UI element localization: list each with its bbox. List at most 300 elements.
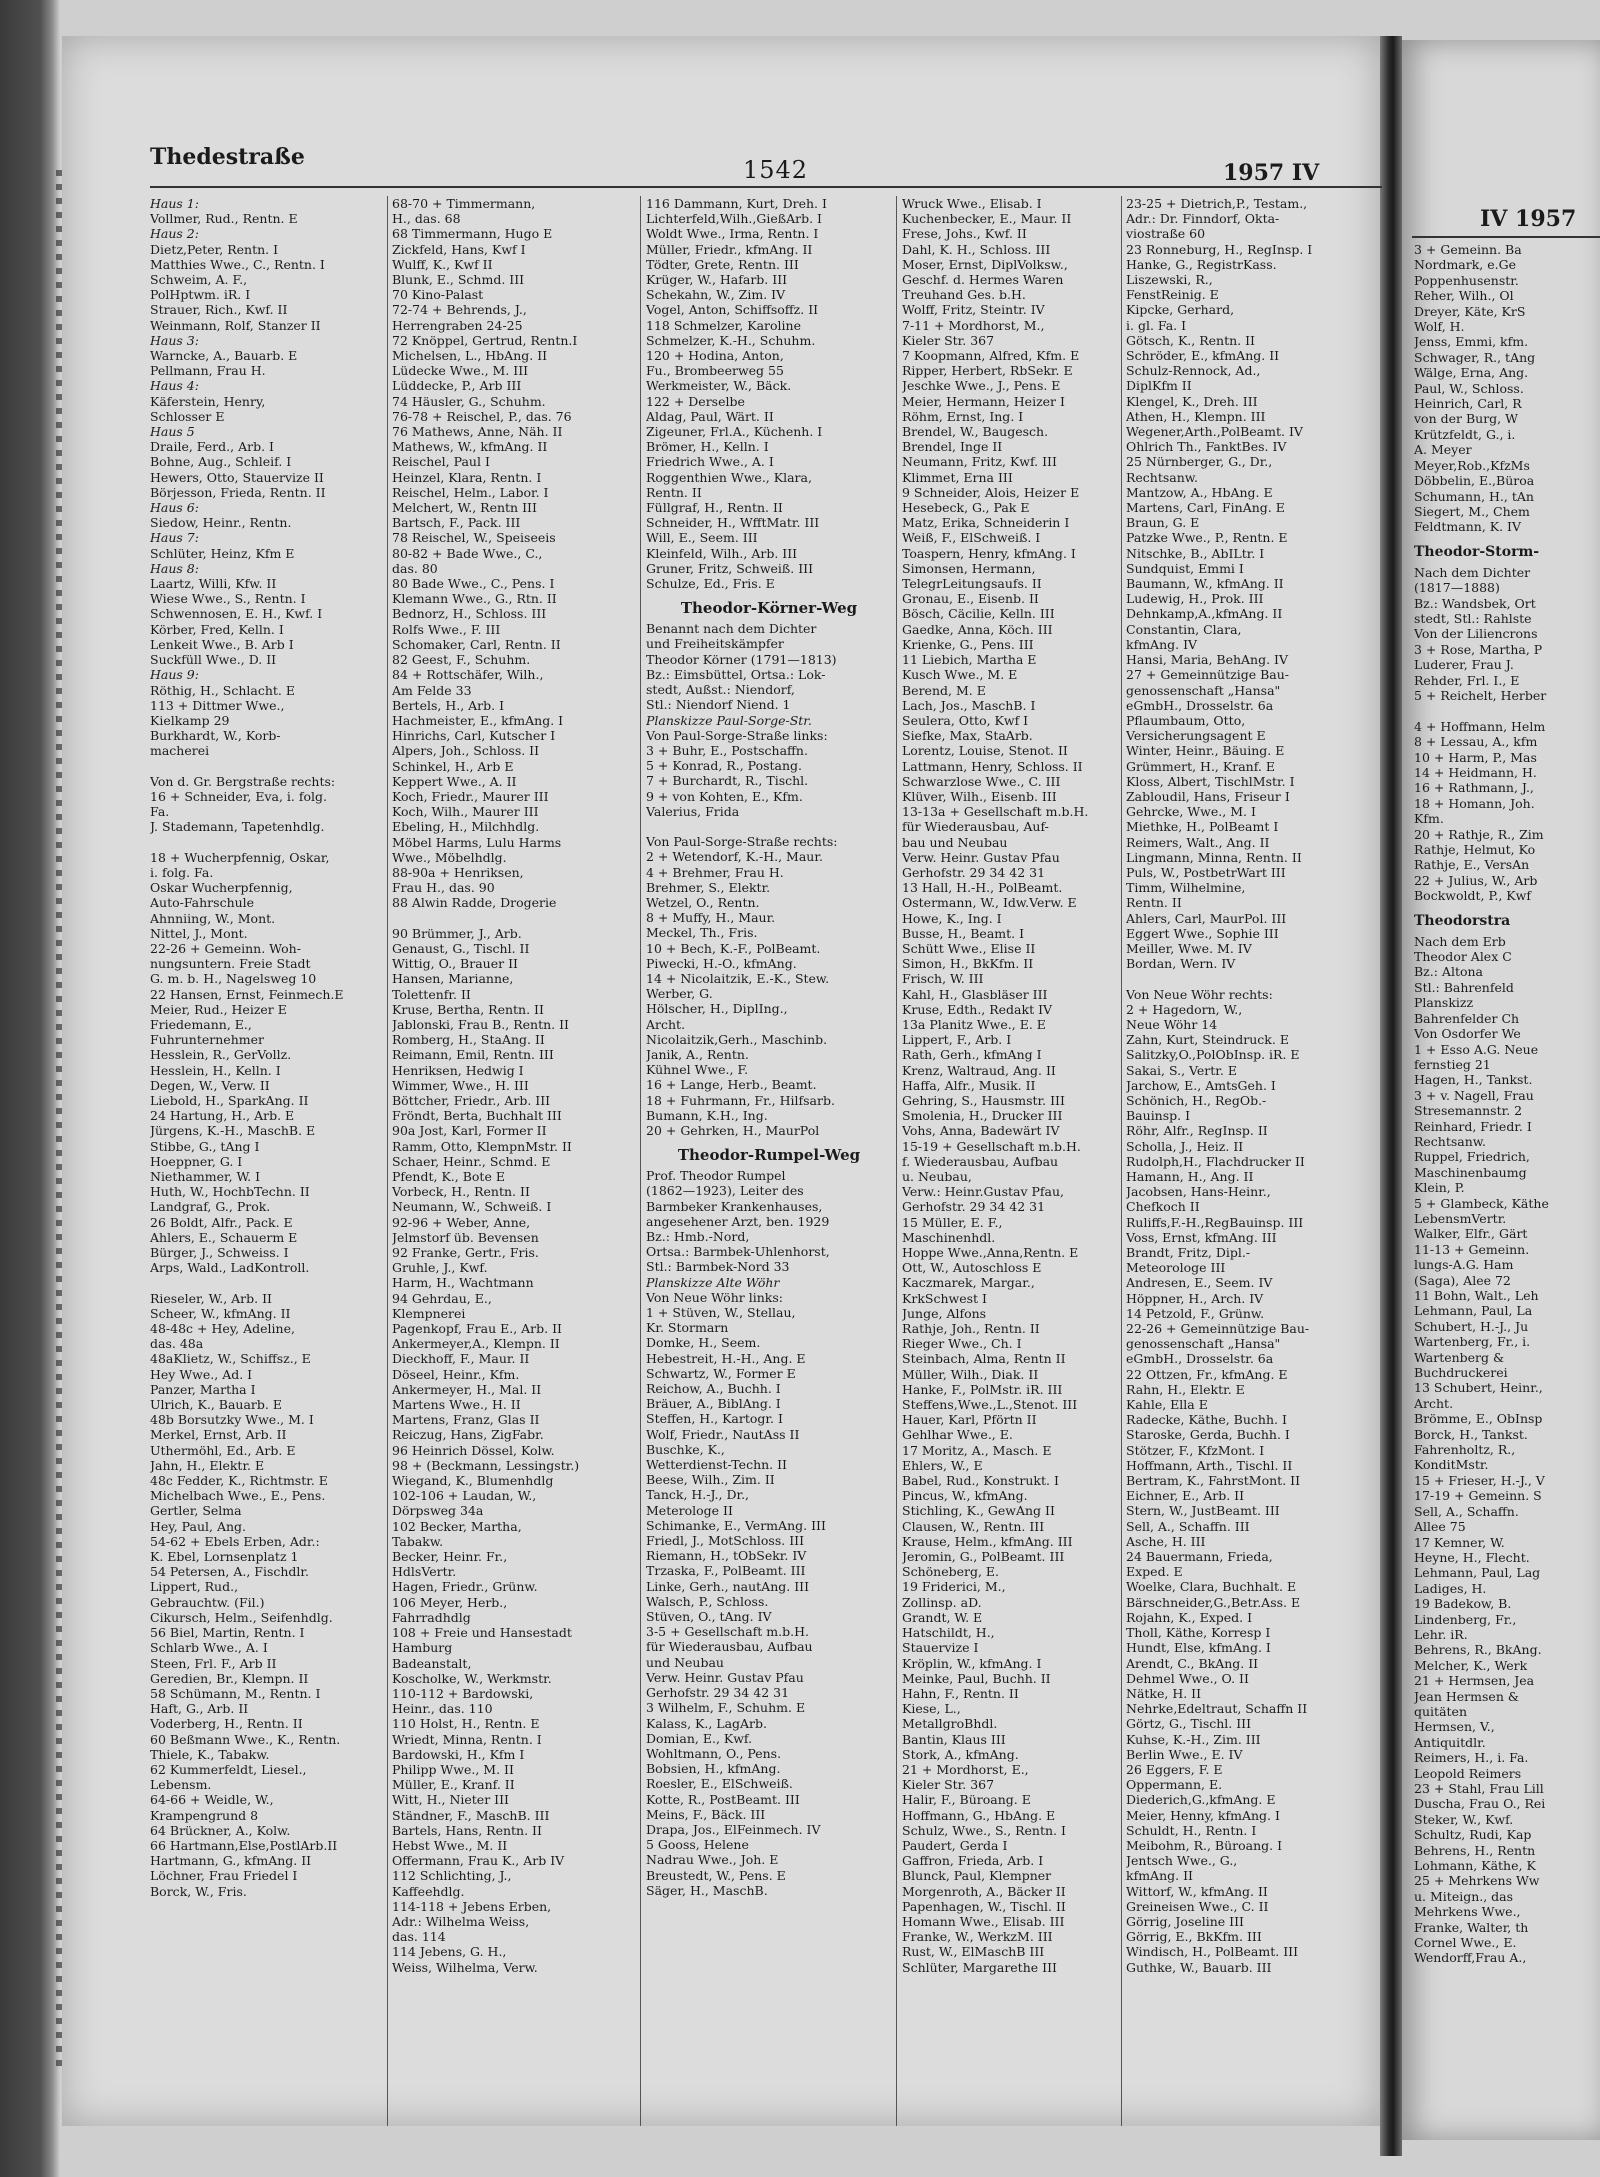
directory-entry: 18 + Fuhrmann, Fr., Hilfsarb.: [646, 1092, 835, 1108]
directory-entry: Tanck, H.-J., Dr.,: [646, 1487, 750, 1503]
right-page-year: IV 1957: [1480, 206, 1577, 232]
directory-entry: Stl.: Barmbek-Nord 33: [646, 1259, 790, 1275]
directory-entry: Kiese, L.,: [902, 1701, 961, 1717]
directory-entry: Friedemann, E.,: [150, 1016, 252, 1032]
directory-entry: Jacobsen, Hans-Heinr.,: [1126, 1184, 1271, 1200]
directory-entry: Jentsch Wwe., G.,: [1126, 1853, 1238, 1869]
directory-entry: Drapa, Jos., ElFeinmech. IV: [646, 1821, 821, 1837]
directory-entry: 92 Franke, Gertr., Fris.: [392, 1245, 539, 1261]
directory-entry: Suckfüll Wwe., D. II: [150, 652, 277, 668]
directory-entry: Hoeppner, G. I: [150, 1153, 243, 1169]
directory-entry: Simon, H., BkKfm. II: [902, 956, 1034, 972]
directory-entry: Stichling, K., GewAng II: [902, 1503, 1055, 1519]
directory-entry: 7 + Burchardt, R., Tischl.: [646, 773, 809, 789]
directory-entry: für Wiederausbau, Aufbau: [646, 1639, 813, 1655]
directory-entry: 113 + Dittmer Wwe.,: [150, 697, 285, 713]
directory-entry: 17 Moritz, A., Masch. E: [902, 1442, 1052, 1458]
directory-entry: 118 Schmelzer, Karoline: [646, 317, 801, 333]
directory-entry: Theodor Alex C: [1414, 949, 1512, 965]
directory-entry: 122 + Derselbe: [646, 393, 745, 409]
directory-entry: Nach dem Dichter: [1414, 564, 1531, 580]
directory-entry: 64-66 + Weidle, W.,: [150, 1792, 274, 1808]
directory-entry: Planskizz: [1414, 995, 1474, 1011]
directory-entry: Borck, H., Tankst.: [1414, 1426, 1528, 1442]
directory-entry: Wetzel, O., Rentn.: [646, 894, 760, 910]
directory-entry: Bz.: Altona: [1414, 964, 1484, 980]
directory-entry: Staroske, Gerda, Buchh. I: [1126, 1427, 1290, 1443]
directory-entry: quitäten: [1414, 1703, 1467, 1719]
directory-entry: Wetterdienst-Techn. II: [646, 1457, 787, 1473]
directory-entry: Schumann, H., tAn: [1414, 488, 1534, 504]
directory-entry: Eggert Wwe., Sophie III: [1126, 925, 1279, 941]
directory-entry: Matz, Erika, Schneiderin I: [902, 515, 1070, 531]
directory-entry: 22 Hansen, Ernst, Feinmech.E: [150, 986, 344, 1002]
directory-entry: Adr.: Dr. Finndorf, Okta-: [1126, 211, 1280, 227]
directory-entry: Simonsen, Hermann,: [902, 560, 1036, 576]
header-rule: [150, 186, 1382, 188]
directory-entry: Hamann, H., Ang. II: [1126, 1169, 1254, 1184]
directory-entry: Melchert, W., Rentn III: [392, 500, 537, 516]
directory-entry: Leopold Reimers: [1414, 1765, 1522, 1781]
directory-entry: Tabakw.: [392, 1533, 444, 1549]
directory-entry: Walsch, P., Schloss.: [646, 1593, 769, 1609]
directory-entry: Voss, Ernst, kfmAng. III: [1126, 1229, 1277, 1245]
directory-entry: 108 + Freie und Hansestadt: [392, 1625, 572, 1641]
directory-entry: 13 Hall, H.-H., PolBeamt.: [902, 880, 1063, 896]
directory-entry: Döseel, Heinr., Kfm.: [392, 1366, 520, 1382]
directory-entry: Frisch, W. III: [902, 971, 984, 987]
column-divider: [896, 196, 897, 2126]
directory-entry: 90a Jost, Karl, Former II: [392, 1123, 547, 1139]
directory-entry: Ostermann, W., Idw.Verw. E: [902, 895, 1077, 911]
directory-entry: Gerhofstr. 29 34 42 31: [646, 1685, 790, 1701]
directory-entry: 24 Bauermann, Frieda,: [1126, 1549, 1273, 1565]
directory-entry: 48b Borsutzky Wwe., M. I: [150, 1412, 314, 1428]
directory-entry: Prof. Theodor Rumpel: [646, 1168, 786, 1184]
directory-entry: 22-26 + Gemeinn. Woh-: [150, 940, 301, 956]
directory-entry: Lindenberg, Fr.,: [1414, 1611, 1517, 1627]
directory-entry: Ladiges, H.: [1414, 1580, 1487, 1596]
directory-entry: DiplKfm II: [1126, 378, 1192, 394]
directory-entry: Thiele, K., Tabakw.: [150, 1746, 270, 1762]
directory-entry: Bräuer, A., BiblAng. I: [646, 1396, 781, 1412]
directory-entry: Blunck, Paul, Klempner: [902, 1868, 1052, 1884]
directory-entry: Chefkoch II: [1126, 1199, 1200, 1215]
directory-entry: Röhm, Ernst, Ing. I: [902, 408, 1024, 424]
directory-entry: Gehlhar Wwe., E.: [902, 1427, 1013, 1443]
directory-entry: Jablonski, Frau B., Rentn. II: [392, 1016, 569, 1032]
directory-entry: Klengel, K., Dreh. III: [1126, 393, 1258, 409]
directory-entry: 26 Boldt, Alfr., Pack. E: [150, 1214, 293, 1230]
directory-entry: Jenss, Emmi, kfm.: [1414, 334, 1529, 350]
directory-entry: Schwennosen, E. H., Kwf. I: [150, 606, 323, 622]
directory-entry: Maschinenhdl.: [902, 1229, 996, 1245]
directory-entry: Sakai, S., Vertr. E: [1126, 1062, 1237, 1078]
column-divider: [640, 196, 641, 2126]
directory-entry: Strauer, Rich., Kwf. II: [150, 302, 288, 318]
directory-entry: Hansi, Maria, BehAng. IV: [1126, 652, 1289, 668]
directory-entry: 20 + Gehrken, H., MaurPol: [646, 1122, 820, 1138]
directory-entry: Kuhse, K.-H., Zim. III: [1126, 1731, 1261, 1747]
directory-entry: Röhr, Alfr., RegInsp. II: [1126, 1123, 1268, 1139]
directory-entry: Koch, Friedr., Maurer III: [392, 788, 549, 804]
directory-entry: 82 Geest, F., Schuhm.: [392, 652, 531, 668]
directory-entry: Schröder, E., kfmAng. II: [1126, 348, 1280, 364]
directory-entry: J. Stademann, Tapetenhdlg.: [150, 819, 325, 835]
directory-entry: Duscha, Frau O., Rei: [1414, 1796, 1546, 1812]
directory-entry: Mehrkens Wwe.,: [1414, 1904, 1521, 1920]
directory-entry: Weiß, F., ElSchweiß. I: [902, 530, 1041, 546]
directory-entry: Stibbe, G., tAng I: [150, 1138, 260, 1154]
directory-entry: Behrens, R., BkAng.: [1414, 1642, 1542, 1658]
year-label: 1957 IV: [1223, 160, 1320, 186]
directory-entry: 114 Jebens, G. H.,: [392, 1944, 507, 1960]
directory-entry: Haffa, Alfr., Musik. II: [902, 1077, 1036, 1093]
directory-entry: Tolettenfr. II: [392, 986, 471, 1002]
directory-entry: Heyne, H., Flecht.: [1414, 1549, 1530, 1565]
directory-entry: Görrig, E., BkKfm. III: [1126, 1929, 1262, 1945]
directory-entry: Eichner, E., Arb. II: [1126, 1488, 1245, 1504]
directory-entry: Nehrke,Edeltraut, Schaffn II: [1126, 1701, 1308, 1717]
directory-entry: Kleinfeld, Wilh., Arb. III: [646, 545, 798, 561]
directory-entry: u. Miteign., das: [1414, 1888, 1514, 1904]
directory-entry: Lebensm.: [150, 1777, 212, 1793]
directory-entry: Zahn, Kurt, Steindruck. E: [1126, 1032, 1289, 1048]
directory-entry: Smolenia, H., Drucker III: [902, 1108, 1063, 1124]
directory-entry: Reher, Wilh., Ol: [1414, 288, 1514, 304]
directory-entry: Oppermann, E.: [1126, 1777, 1223, 1793]
directory-entry: Haus 8:: [150, 560, 199, 576]
directory-entry: Steker, W., Kwf.: [1414, 1811, 1514, 1827]
directory-entry: Franke, W., WerkzM. III: [902, 1929, 1053, 1945]
directory-entry: Reischel, Helm., Labor. I: [392, 484, 549, 500]
directory-entry: Kr. Stormarn: [646, 1320, 729, 1336]
directory-entry: Meteorologe III: [1126, 1260, 1226, 1276]
directory-entry: Schulze, Ed., Fris. E: [646, 576, 775, 592]
directory-entry: Schöneberg, E.: [902, 1564, 1000, 1580]
directory-entry: Valerius, Frida: [646, 803, 740, 819]
directory-entry: TelegrLeitungsaufs. II: [902, 576, 1042, 592]
directory-entry: Bordan, Wern. IV: [1126, 956, 1236, 972]
directory-entry: Kühnel Wwe., F.: [646, 1062, 749, 1078]
directory-entry: Brandt, Fritz, Dipl.-: [1126, 1245, 1251, 1261]
directory-entry: 14 + Nicolaitzik, E.-K., Stew.: [646, 970, 830, 986]
directory-entry: (1817—1888): [1414, 580, 1500, 596]
directory-entry: 3 + Gemeinn. Ba: [1414, 242, 1522, 257]
directory-entry: Weiss, Wilhelma, Verw.: [392, 1959, 538, 1975]
directory-entry: Lüddecke, P., Arb III: [392, 378, 522, 394]
directory-entry: 110 Holst, H., Rentn. E: [392, 1716, 540, 1732]
directory-entry: Lüdecke Wwe., M. III: [392, 363, 529, 379]
directory-entry: Klimmet, Erna III: [902, 469, 1013, 485]
directory-entry: Wruck Wwe., Elisab. I: [902, 196, 1042, 211]
directory-entry: angesehener Arzt, ben. 1929: [646, 1213, 830, 1229]
directory-entry: 8 + Muffy, H., Maur.: [646, 910, 776, 926]
directory-entry: Poppenhusenstr.: [1414, 272, 1519, 288]
directory-entry: 11-13 + Gemeinn.: [1414, 1241, 1530, 1257]
directory-entry: Lenkeit Wwe., B. Arb I: [150, 636, 294, 652]
directory-entry: Verw. Heinr. Gustav Pfau: [646, 1669, 804, 1685]
directory-entry: Vohs, Anna, Badewärt IV: [902, 1123, 1060, 1139]
directory-entry: Nordmark, e.Ge: [1414, 257, 1516, 273]
directory-column-1: [150, 196, 384, 2146]
directory-entry: 112 Schlichting, J.,: [392, 1868, 512, 1884]
directory-entry: [392, 911, 636, 926]
directory-entry: Bertels, H., Arb. I: [392, 697, 505, 713]
directory-entry: Wittig, O., Brauer II: [392, 956, 518, 972]
directory-entry: Koch, Wilh., Maurer III: [392, 804, 539, 820]
directory-entry: Kotte, R., PostBeamt. III: [646, 1791, 800, 1807]
directory-entry: Verw.: Heinr.Gustav Pfau,: [902, 1184, 1065, 1200]
directory-entry: 26 Eggers, F. E: [1126, 1761, 1223, 1777]
directory-entry: Martens, Franz, Glas II: [392, 1412, 540, 1428]
directory-entry: Schwarzlose Wwe., C. III: [902, 773, 1061, 789]
directory-entry: 3 + Buhr, E., Postschaffn.: [646, 742, 808, 758]
directory-entry: Allee 75: [1414, 1519, 1466, 1535]
directory-entry: Zabloudil, Hans, Friseur I: [1126, 788, 1290, 804]
directory-entry: Börjesson, Frieda, Rentn. II: [150, 484, 326, 500]
directory-entry: Ripper, Herbert, RbSekr. E: [902, 363, 1073, 379]
directory-entry: Haft, G., Arb. II: [150, 1701, 249, 1717]
directory-entry: Lehmann, Paul, La: [1414, 1303, 1533, 1319]
directory-entry: 92-96 + Weber, Anne,: [392, 1214, 531, 1230]
directory-entry: Jahn, H., Elektr. E: [150, 1457, 265, 1473]
directory-entry: Oskar Wucherpfennig,: [150, 880, 293, 896]
directory-entry: 64 Brückner, A., Kolw.: [150, 1822, 291, 1838]
directory-entry: i. gl. Fa. I: [1126, 317, 1187, 333]
directory-entry: Vorbeck, H., Rentn. II: [392, 1184, 530, 1200]
directory-entry: 16 + Schneider, Eva, i. folg.: [150, 788, 327, 804]
directory-entry: Steffen, H., Kartogr. I: [646, 1411, 783, 1427]
directory-entry: Rieger Wwe., Ch. I: [902, 1336, 1022, 1352]
directory-entry: Maschinenbaumg: [1414, 1164, 1527, 1180]
directory-entry: Körber, Fred, Kelln. I: [150, 621, 284, 637]
directory-entry: Schomaker, Carl, Rentn. II: [392, 636, 561, 652]
directory-entry: Radecke, Käthe, Buchh. I: [1126, 1412, 1287, 1428]
directory-entry: Wendorff,Frau A.,: [1414, 1950, 1527, 1966]
directory-entry: Dehmel Wwe., O. II: [1126, 1670, 1249, 1686]
directory-entry: Reichow, A., Buchh. I: [646, 1381, 781, 1397]
directory-entry: Krüger, W., Hafarb. III: [646, 272, 788, 288]
directory-entry: Papenhagen, W., Tischl. II: [902, 1898, 1066, 1914]
directory-entry: Hesslein, R., GerVollz.: [150, 1047, 292, 1063]
directory-entry: Steen, Frl. F., Arb II: [150, 1655, 277, 1671]
directory-entry: 78 Reischel, W., Speiseeis: [392, 530, 556, 546]
directory-entry: Franke, Walter, th: [1414, 1919, 1529, 1935]
directory-entry: Pincus, W., kfmAng.: [902, 1488, 1028, 1504]
directory-entry: Reinhard, Friedr. I: [1414, 1118, 1532, 1134]
directory-entry: Stüven, O., tAng. IV: [646, 1609, 772, 1625]
directory-entry: Siedow, Heinr., Rentn.: [150, 515, 292, 531]
directory-entry: KonditMstr.: [1414, 1457, 1489, 1473]
directory-entry: 62 Kummerfeldt, Liesel.,: [150, 1761, 307, 1777]
street-heading: Theodor-Storm-: [1414, 543, 1540, 560]
directory-entry: Junge, Alfons: [902, 1305, 987, 1321]
directory-entry: 23-25 + Dietrich,P., Testam.,: [1126, 196, 1308, 211]
directory-entry: Domian, E., Kwf.: [646, 1730, 753, 1746]
directory-entry: Moser, Ernst, DiplVolksw.,: [902, 256, 1068, 272]
directory-entry: Babel, Rud., Konstrukt. I: [902, 1473, 1059, 1489]
directory-entry: Rathje, Helmut, Ko: [1414, 842, 1536, 858]
directory-entry: 21 + Hermsen, Jea: [1414, 1673, 1535, 1689]
directory-entry: Schubert, H.-J., Ju: [1414, 1318, 1529, 1334]
directory-entry: 8 + Lessau, A., kfm: [1414, 734, 1538, 750]
directory-entry: Witt, H., Nieter III: [392, 1792, 509, 1808]
directory-entry: Kusch Wwe., M. E: [902, 667, 1018, 683]
directory-entry: Wolf, Friedr., NautAss II: [646, 1426, 800, 1442]
directory-entry: 106 Meyer, Herb.,: [392, 1594, 508, 1610]
directory-entry: Bz.: Wandsbek, Ort: [1414, 595, 1536, 611]
directory-entry: Rechtsanw.: [1414, 1133, 1486, 1149]
directory-entry: Hoffmann, G., HbAng. E: [902, 1807, 1056, 1823]
directory-entry: Schlüter, Heinz, Kfm E: [150, 545, 295, 561]
directory-entry: [150, 835, 384, 850]
directory-entry: Möbel Harms, Lulu Harms: [392, 834, 562, 850]
directory-entry: Gaedke, Anna, Köch. III: [902, 621, 1053, 637]
directory-entry: Kuchenbecker, E., Maur. II: [902, 211, 1072, 227]
directory-entry: Kalass, K., LagArb.: [646, 1715, 768, 1731]
directory-entry: Ludewig, H., Prok. III: [1126, 591, 1264, 607]
directory-entry: Aldag, Paul, Wärt. II: [646, 408, 774, 424]
directory-entry: Steinbach, Alma, Rentn II: [902, 1351, 1066, 1367]
directory-entry: 96 Heinrich Dössel, Kolw.: [392, 1442, 555, 1458]
directory-entry: Halir, F., Büroang. E: [902, 1792, 1031, 1808]
directory-entry: 66 Hartmann,Else,PostlArb.II: [150, 1837, 338, 1853]
directory-entry: Krause, Helm., kfmAng. III: [902, 1533, 1073, 1549]
directory-entry: Bartsch, F., Pack. III: [392, 515, 521, 531]
directory-entry: Werkmeister, W., Bäck.: [646, 378, 792, 394]
directory-column-4: [902, 196, 1118, 2146]
directory-entry: 11 Bohn, Walt., Leh: [1414, 1288, 1539, 1303]
directory-entry: Arendt, C., BkAng. II: [1126, 1655, 1259, 1671]
directory-entry: 10 + Bech, K.-F., PolBeamt.: [646, 940, 821, 956]
directory-entry: Meckel, Th., Fris.: [646, 925, 758, 941]
directory-entry: Schekahn, W., Zim. IV: [646, 287, 786, 303]
directory-entry: Schulz, Wwe., S., Rentn. I: [902, 1822, 1066, 1838]
directory-entry: A. Meyer: [1414, 442, 1472, 458]
directory-entry: 21 + Mordhorst, E.,: [902, 1761, 1029, 1777]
directory-entry: Planskizze Alte Wöhr: [646, 1274, 780, 1290]
directory-entry: Dreyer, Käte, KrS: [1414, 303, 1526, 319]
directory-entry: Neumann, W., Schweiß. I: [392, 1199, 552, 1215]
directory-entry: Nitschke, B., AbILtr. I: [1126, 545, 1265, 561]
directory-entry: Schimanke, E., VermAng. III: [646, 1517, 826, 1533]
directory-entry: 15 + Frieser, H.-J., V: [1414, 1472, 1545, 1488]
directory-entry: Ständner, F., MaschB. III: [392, 1807, 550, 1823]
directory-entry: Hebestreit, H.-H., Ang. E: [646, 1350, 806, 1366]
directory-entry: Neue Wöhr 14: [1126, 1016, 1218, 1032]
directory-entry: Michelbach Wwe., E., Pens.: [150, 1488, 326, 1504]
directory-entry: Nittel, J., Mont.: [150, 925, 248, 941]
directory-entry: Luderer, Frau J.: [1414, 657, 1514, 673]
directory-entry: Döbbelin, E.,Büroa: [1414, 473, 1535, 489]
directory-entry: Sell, A., Schaffn.: [1414, 1503, 1519, 1519]
directory-entry: für Wiederausbau, Auf-: [902, 819, 1049, 835]
directory-entry: Huth, W., HochbTechn. II: [150, 1184, 310, 1200]
directory-entry: Greineisen Wwe., C. II: [1126, 1898, 1269, 1914]
directory-entry: Wohltmann, O., Pens.: [646, 1745, 782, 1761]
directory-entry: [150, 759, 384, 774]
directory-entry: Martens Wwe., H. II: [392, 1397, 521, 1413]
directory-entry: Wwe., Möbelhdlg.: [392, 849, 507, 865]
directory-entry: Borck, W., Fris.: [150, 1883, 247, 1899]
directory-entry: Götsch, K., Rentn. II: [1126, 332, 1255, 348]
directory-entry: Gerhofstr. 29 34 42 31: [902, 864, 1046, 880]
directory-entry: 10 + Harm, P., Mas: [1414, 749, 1537, 765]
directory-entry: Bösch, Cäcilie, Kelln. III: [902, 606, 1055, 622]
directory-entry: Zigeuner, Frl.A., Küchenh. I: [646, 424, 823, 440]
directory-entry: 17-19 + Gemeinn. S: [1414, 1488, 1542, 1504]
directory-entry: Von d. Gr. Bergstraße rechts:: [150, 773, 336, 789]
directory-entry: Siefke, Max, StaArb.: [902, 728, 1033, 744]
directory-entry: Berend, M. E: [902, 682, 986, 698]
directory-entry: Gehrcke, Wwe., M. I: [1126, 804, 1256, 820]
directory-entry: 80-82 + Bade Wwe., C.,: [392, 545, 543, 561]
directory-entry: Brömme, E., ObInsp: [1414, 1411, 1543, 1427]
directory-entry: Kloss, Albert, TischlMstr. I: [1126, 773, 1295, 789]
directory-entry: Ruliffs,F.-H.,RegBauinsp. III: [1126, 1214, 1304, 1230]
page-header: [150, 140, 1380, 190]
directory-entry: Schlarb Wwe., A. I: [150, 1640, 268, 1656]
directory-entry: Käferstein, Henry,: [150, 393, 266, 409]
directory-entry: Pflaumbaum, Otto,: [1126, 712, 1246, 728]
directory-entry: Stötzer, F., KfzMont. I: [1126, 1442, 1265, 1458]
directory-entry: Hesslein, H., Kelln. I: [150, 1062, 281, 1078]
directory-entry: Von Paul-Sorge-Straße rechts:: [646, 834, 838, 850]
directory-entry: Schneider, H., WfftMatr. III: [646, 515, 820, 531]
directory-entry: Toaspern, Henry, kfmAng. I: [902, 545, 1076, 561]
directory-entry: Reimann, Emil, Rentn. III: [392, 1047, 554, 1063]
directory-entry: nungsuntern. Freie Stadt: [150, 956, 311, 972]
directory-entry: Meibohm, R., Büroang. I: [1126, 1837, 1283, 1853]
directory-entry: Wolff, Fritz, Steintr. IV: [902, 302, 1045, 318]
directory-entry: Woelke, Clara, Buchhalt. E: [1126, 1579, 1297, 1595]
directory-entry: Heinr., das. 110: [392, 1701, 493, 1717]
directory-entry: Mathews, W., kfmAng. II: [392, 439, 548, 455]
directory-entry: Ulrich, K., Bauarb. E: [150, 1397, 282, 1413]
directory-entry: Lippert, F., Arb. I: [902, 1032, 1012, 1048]
directory-entry: Reimers, H., i. Fa.: [1414, 1750, 1529, 1766]
directory-entry: Dietz,Peter, Rentn. I: [150, 241, 279, 257]
directory-entry: Woldt Wwe., Irma, Rentn. I: [646, 226, 819, 242]
directory-entry: Schönich, H., RegOb.-: [1126, 1092, 1267, 1108]
directory-entry: Haus 7:: [150, 530, 199, 546]
directory-entry: genossenschaft „Hansa": [1126, 682, 1281, 698]
directory-entry: Hoffmann, Arth., Tischl. II: [1126, 1457, 1293, 1473]
directory-entry: MetallgroBhdl.: [902, 1716, 998, 1732]
directory-entry: Ott, W., Autoschloss E: [902, 1260, 1042, 1276]
directory-entry: 116 Dammann, Kurt, Dreh. I: [646, 196, 827, 211]
directory-entry: Dehnkamp,A.,kfmAng. II: [1126, 606, 1283, 622]
directory-entry: Müller, E., Kranf. II: [392, 1777, 515, 1793]
directory-entry: Jeschke Wwe., J., Pens. E: [902, 378, 1061, 394]
directory-entry: Uthermöhl, Ed., Arb. E: [150, 1442, 296, 1458]
directory-entry: Fröndt, Berta, Buchhalt III: [392, 1108, 562, 1124]
directory-entry: Neumann, Fritz, Kwf. III: [902, 454, 1057, 470]
directory-entry: Ebeling, H., Milchhdlg.: [392, 819, 540, 835]
directory-entry: Feldtmann, K. IV: [1414, 519, 1522, 535]
directory-entry: H., das. 68: [392, 211, 461, 227]
directory-entry: 2 + Hagedorn, W.,: [1126, 1001, 1243, 1017]
directory-entry: Säger, H., MaschB.: [646, 1882, 768, 1898]
directory-entry: 14 + Heidmann, H.: [1414, 765, 1537, 780]
directory-entry: Koscholke, W., Werkmstr.: [392, 1670, 552, 1686]
directory-entry: 48aKlietz, W., Schiffsz., E: [150, 1351, 311, 1367]
directory-entry: Haus 3:: [150, 332, 199, 348]
directory-entry: Hagen, Friedr., Grünw.: [392, 1579, 538, 1595]
directory-entry: i. folg. Fa.: [150, 864, 214, 880]
directory-entry: Schlüter, Margarethe III: [902, 1959, 1057, 1975]
